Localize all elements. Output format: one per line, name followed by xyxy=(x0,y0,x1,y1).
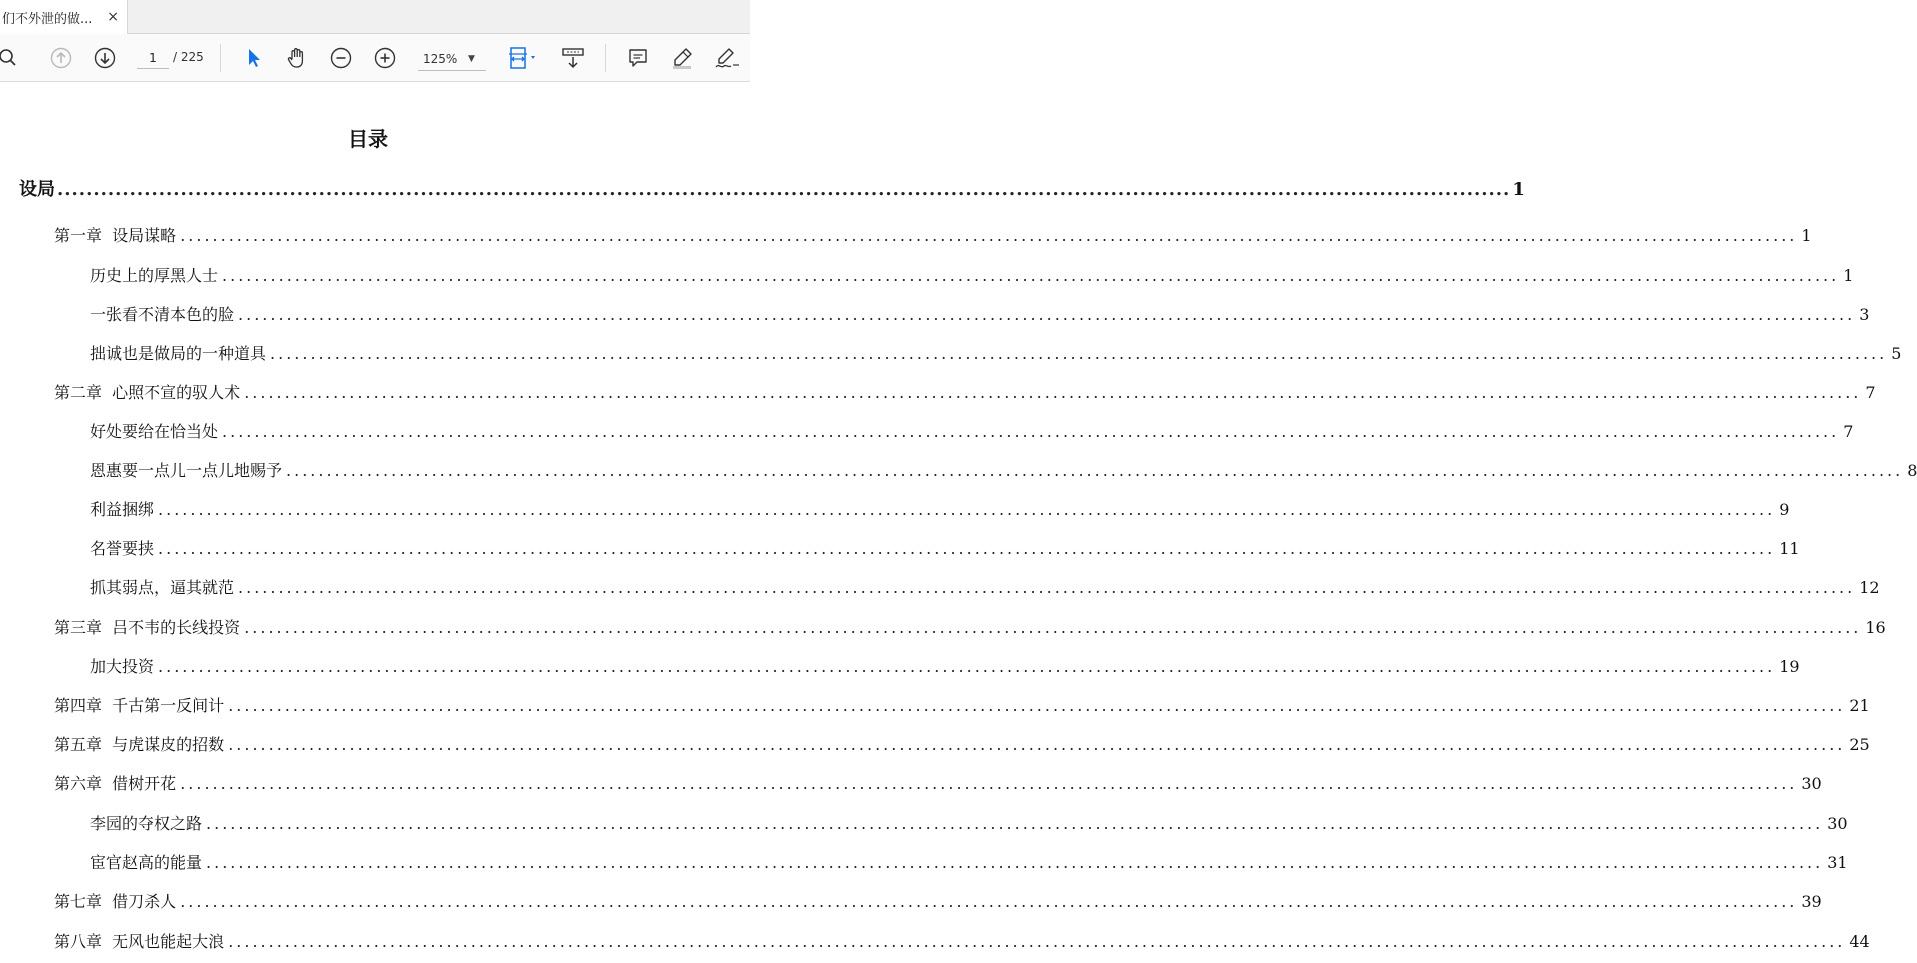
toc-dot-leader: ........................................................................................................................................................................................................ xyxy=(180,774,1798,793)
select-cursor-icon[interactable] xyxy=(242,34,266,82)
toc-dot-leader: ........................................................................................................................................................................................................ xyxy=(158,500,1776,519)
toc-dot-leader: ........................................................................................................................................................................................................ xyxy=(180,892,1798,911)
toc-entry[interactable] xyxy=(90,850,1848,873)
toc-entry-title: 名誉要挟 xyxy=(90,539,155,558)
page-number-input[interactable] xyxy=(137,47,169,69)
previous-page-icon[interactable] xyxy=(48,34,74,82)
toc-dot-leader: ........................................................................................................................................................................................................ xyxy=(206,853,1824,872)
toc-dot-leader: ........................................................................................................................................................................................................ xyxy=(228,932,1846,951)
chevron-down-icon: ▼ xyxy=(468,53,475,64)
toc-page-number: 1 xyxy=(1843,266,1854,285)
toc-entry-title: 第五章 与虎谋皮的招数 xyxy=(54,735,225,754)
toc-page-number: 8 xyxy=(1907,461,1917,480)
toc-entry-title: 加大投资 xyxy=(90,657,155,676)
toc-entry-title: 利益捆绑 xyxy=(90,500,155,519)
toc-entry[interactable] xyxy=(54,615,1886,638)
toc-entry-title: 李园的夺权之路 xyxy=(90,814,203,833)
toc-page-number: 25 xyxy=(1849,735,1870,754)
toc-page-number: 5 xyxy=(1891,344,1902,363)
toc-page-number: 39 xyxy=(1801,892,1822,911)
toc-entry[interactable] xyxy=(90,811,1848,834)
toc-page-number: 30 xyxy=(1801,774,1822,793)
toc-page-number: 9 xyxy=(1779,500,1790,519)
toc-page-number: 1 xyxy=(1512,179,1525,200)
toc-dot-leader: ........................................................................................................................................................................................................ xyxy=(270,344,1888,363)
toc-page-number: 7 xyxy=(1843,422,1854,441)
toc-entry[interactable] xyxy=(90,341,1902,364)
toc-dot-leader: ........................................................................................................................................................................................................ xyxy=(286,461,1904,480)
toc-entry-title: 一张看不清本色的脸 xyxy=(90,305,235,324)
fit-page-icon[interactable] xyxy=(504,34,544,82)
hand-tool-icon[interactable] xyxy=(284,34,310,82)
page-title: 目录 xyxy=(348,127,388,151)
zoom-in-icon[interactable] xyxy=(372,34,398,82)
toc-entry[interactable] xyxy=(54,380,1876,403)
toc-page-number: 21 xyxy=(1849,696,1870,715)
toc-dot-leader: ........................................................................................................................................................................................................ xyxy=(222,266,1840,285)
zoom-out-icon[interactable] xyxy=(328,34,354,82)
toc-entry-title: 抓其弱点，逼其就范 xyxy=(90,578,235,597)
highlight-pen-icon[interactable] xyxy=(668,34,696,82)
toc-dot-leader: ........................................................................................................................................................................................................ xyxy=(228,735,1846,754)
toc-dot-leader: ........................................................................................................................................................................................................ xyxy=(228,696,1846,715)
toc-page-number: 30 xyxy=(1827,814,1848,833)
toc-entry[interactable] xyxy=(19,175,1525,201)
toc-entry-title: 宦官赵高的能量 xyxy=(90,853,203,872)
toc-entry[interactable] xyxy=(90,458,1917,481)
scroll-mode-icon[interactable] xyxy=(558,34,588,82)
toc-entry-title: 好处要给在恰当处 xyxy=(90,422,219,441)
toc-entry-title: 第三章 吕不韦的长线投资 xyxy=(54,618,241,637)
toolbar xyxy=(0,34,750,82)
toc-entry-title: 第七章 借刀杀人 xyxy=(54,892,177,911)
toc-entry[interactable] xyxy=(90,536,1800,559)
toc-entry[interactable] xyxy=(54,771,1822,794)
toc-page-number: 19 xyxy=(1779,657,1800,676)
signature-icon[interactable] xyxy=(712,34,742,82)
toc-entry[interactable] xyxy=(90,497,1790,520)
zoom-level-select[interactable] xyxy=(418,47,486,71)
toc-entry[interactable] xyxy=(90,575,1880,598)
toc-page-number: 31 xyxy=(1827,853,1848,872)
toc-entry-title: 第二章 心照不宣的驭人术 xyxy=(54,383,241,402)
toc-page-number: 12 xyxy=(1859,578,1880,597)
toc-entry[interactable] xyxy=(90,263,1854,286)
toc-dot-leader: ........................................................................................................................................................................................................ xyxy=(244,383,1862,402)
toc-entry[interactable] xyxy=(54,223,1812,246)
tab-bar xyxy=(0,0,750,34)
toc-dot-leader: ........................................................................................................................................................................................................ xyxy=(158,657,1776,676)
toc-dot-leader: ........................................................................................................................................................................................................ xyxy=(158,539,1776,558)
toc-dot-leader: ........................................................................................................................................................................................................ xyxy=(244,618,1862,637)
toc-entry-title: 设局 xyxy=(19,179,55,200)
toc-entry-title: 历史上的厚黑人士 xyxy=(90,266,219,285)
tab-close-button[interactable]: × xyxy=(107,9,119,25)
toc-page-number: 44 xyxy=(1849,932,1870,951)
toc-page-number: 11 xyxy=(1779,539,1800,558)
toc-dot-leader: ........................................................................................................................................................................................................ xyxy=(238,578,1856,597)
toc-page-number: 1 xyxy=(1801,226,1812,245)
toc-page-number: 3 xyxy=(1859,305,1870,324)
toc-dot-leader: ........................................................................................................................................................................................................ xyxy=(180,226,1798,245)
toc-dot-leader: ........................................................................................................................................................................................................ xyxy=(238,305,1856,324)
toc-entry-title: 第六章 借树开花 xyxy=(54,774,177,793)
toc-entry[interactable] xyxy=(54,929,1870,952)
toc-dot-leader: ........................................................................................................................................................................................................ xyxy=(57,179,1511,200)
tab-title: 们不外泄的做... xyxy=(2,11,93,27)
toc-entry[interactable] xyxy=(54,889,1822,912)
toolbar-divider xyxy=(605,44,606,72)
toc-dot-leader: ........................................................................................................................................................................................................ xyxy=(222,422,1840,441)
toolbar-divider xyxy=(220,44,221,72)
toc-entry[interactable] xyxy=(90,654,1800,677)
document-tab[interactable] xyxy=(0,0,128,34)
zoom-search-icon[interactable] xyxy=(0,34,24,82)
toc-entry[interactable] xyxy=(90,419,1854,442)
toc-entry-title: 拙诚也是做局的一种道具 xyxy=(90,344,267,363)
toc-page-number: 16 xyxy=(1865,618,1886,637)
toc-entry-title: 恩惠要一点儿一点儿地赐予 xyxy=(90,461,283,480)
comment-icon[interactable] xyxy=(624,34,652,82)
toc-entry[interactable] xyxy=(90,302,1870,325)
next-page-icon[interactable] xyxy=(92,34,118,82)
toc-dot-leader: ........................................................................................................................................................................................................ xyxy=(206,814,1824,833)
toc-entry-title: 第八章 无风也能起大浪 xyxy=(54,932,225,951)
toc-entry-title: 第一章 设局谋略 xyxy=(54,226,177,245)
document-page[interactable] xyxy=(0,83,1917,963)
toc-entry[interactable] xyxy=(54,732,1870,755)
toc-entry-title: 第四章 千古第一反间计 xyxy=(54,696,225,715)
page-total: / 225 xyxy=(173,50,204,64)
zoom-level-value: 125% xyxy=(423,51,458,66)
toc-page-number: 7 xyxy=(1865,383,1876,402)
toc-entry[interactable] xyxy=(54,693,1870,716)
